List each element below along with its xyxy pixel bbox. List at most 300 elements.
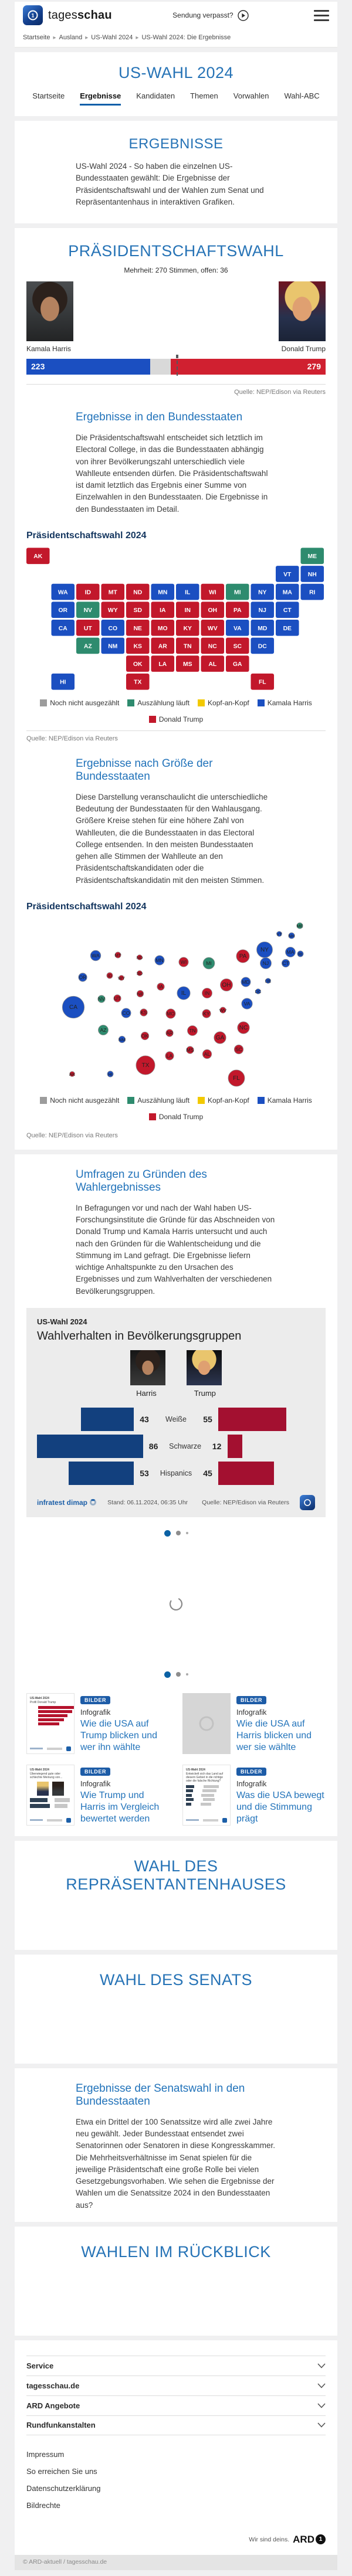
svg-text:NH: NH [288, 933, 295, 939]
bubble-state-IN[interactable] [202, 988, 212, 998]
bubble-state-WY[interactable] [118, 975, 125, 980]
map-state-IA[interactable] [151, 601, 175, 618]
chevron-down-icon [317, 2403, 326, 2408]
play-icon [238, 10, 249, 21]
svg-text:IA: IA [158, 983, 164, 990]
map-state-AK[interactable] [26, 548, 50, 564]
chevron-down-icon [317, 2422, 326, 2428]
trump-thumb-photo [187, 1350, 222, 1385]
ard-brand-row [26, 2534, 326, 2546]
legend-item-counting: Auszählung läuft [127, 1096, 189, 1105]
trump-swatch-icon [149, 716, 156, 723]
map-state-AZ[interactable] [76, 637, 100, 654]
svg-text:AR: AR [158, 643, 167, 650]
map-state-MO[interactable] [151, 620, 175, 636]
brand-wordmark[interactable]: tagesschau [48, 8, 112, 22]
map-state-OR[interactable] [52, 601, 75, 618]
infographic-footer [37, 1495, 315, 1510]
harris-photo [26, 281, 73, 341]
carousel-dot[interactable] [176, 1531, 181, 1535]
breadcrumb-separator: ▸ [85, 35, 89, 41]
svg-text:IL: IL [185, 589, 191, 596]
svg-text:UT: UT [83, 625, 92, 632]
svg-text:MT: MT [108, 589, 117, 596]
intro-text: US-Wahl 2024 - So haben die einzelnen US-Bundesstaaten gewählt: Die Ergebnisse der Präsidentschaftswahl und der Wahlen zum Senat und Repräsentantenhaus in interaktiven Grafiken. [76, 162, 264, 206]
bubble-state-MN[interactable] [155, 956, 164, 965]
teaser-title[interactable]: Wie die USA auf Harris blicken und wer sie wählte [236, 1718, 312, 1752]
svg-text:NE: NE [137, 991, 144, 997]
bubble-source-note: Quelle: NEP/Edison via Reuters [26, 1131, 118, 1139]
map-state-NJ[interactable] [251, 601, 275, 618]
bubble-state-MA[interactable] [286, 947, 296, 957]
footer-accordion-rundfunkanstalten[interactable]: Rundfunkanstalten [26, 2415, 326, 2435]
svg-text:WV: WV [207, 625, 218, 632]
map-state-MD[interactable] [251, 620, 275, 636]
map-state-OK[interactable] [126, 655, 150, 672]
svg-text:TX: TX [141, 1062, 150, 1069]
section-title-rueckblick: WAHLEN IM RÜCKBLICK [81, 2242, 271, 2261]
svg-text:AK: AK [33, 553, 43, 560]
teaser-kicker: Infografik [236, 1708, 267, 1717]
svg-text:DC: DC [258, 643, 267, 650]
harris-thumb-photo [130, 1350, 165, 1385]
svg-text:FL: FL [258, 679, 266, 686]
trump-bar [218, 1462, 274, 1485]
tab-themen[interactable]: Themen [190, 91, 218, 100]
bubble-state-ND[interactable] [137, 954, 143, 960]
svg-text:CA: CA [58, 625, 67, 632]
breadcrumb-item[interactable]: US-Wahl 2024 [91, 34, 133, 41]
bubble-state-AR[interactable] [166, 1029, 173, 1036]
map-state-ID[interactable] [76, 583, 100, 600]
site-header [15, 2, 337, 29]
teaser-thumbnail: US-Wahl 2024 Entwickelt sich das Land auf diesem Gebiet in die richtige oder die falsche Richtung? [182, 1765, 231, 1826]
page-title: US-WAHL 2024 [118, 64, 234, 81]
map-legend [26, 699, 326, 723]
footer-link-datenschutzerkl-rung[interactable]: Datenschutzerklärung [26, 2483, 101, 2493]
bubble-state-PA[interactable] [236, 950, 249, 963]
house-card [15, 1841, 337, 1950]
svg-text:ID: ID [107, 973, 112, 978]
map-state-WA[interactable] [52, 583, 75, 600]
bubble-state-MD[interactable] [241, 977, 251, 987]
carousel-dot[interactable] [186, 1673, 188, 1676]
breadcrumb-item[interactable]: US-Wahl 2024: Die Ergebnisse [141, 34, 231, 41]
svg-text:CO: CO [122, 1010, 130, 1016]
svg-text:PA: PA [239, 953, 247, 960]
legend-item-uncounted: Noch nicht ausgezählt [40, 699, 119, 707]
bubble-state-NM[interactable] [119, 1036, 126, 1042]
svg-text:IL: IL [181, 990, 187, 997]
sendung-verpasst-link[interactable]: Sendung verpasst? [172, 10, 248, 21]
bubble-state-WA[interactable] [90, 950, 101, 961]
candidate-trump [279, 281, 326, 353]
bubble-state-UT[interactable] [114, 995, 121, 1002]
map-state-GA[interactable] [226, 655, 249, 672]
bilder-badge: BILDER [80, 1696, 110, 1704]
bubble-state-ID[interactable] [107, 973, 113, 978]
svg-text:MN: MN [158, 589, 168, 596]
source-note: Quelle: NEP/Edison via Reuters [26, 384, 326, 396]
bubble-state-IL[interactable] [177, 987, 190, 1000]
bubble-state-SC[interactable] [234, 1045, 243, 1053]
legend-item-uncounted: Noch nicht ausgezählt [40, 1096, 119, 1105]
footer-accordion-ard-angebote[interactable]: ARD Angebote [26, 2395, 326, 2415]
bubble-state-MS[interactable] [187, 1046, 194, 1053]
senate-results-heading: Ergebnisse der Senatswahl in den Bundesstaaten [76, 2082, 245, 2108]
bubble-state-GA[interactable] [214, 1032, 226, 1044]
footer-link-bildrechte[interactable]: Bildrechte [26, 2500, 60, 2510]
section-title-repraesentantenhaus: WAHL DES REPRÄSENTANTENHAUSES [66, 1857, 286, 1893]
bubble-state-AK[interactable] [69, 1071, 75, 1076]
bubble-chart-label: Präsidentschaftswahl 2024 [26, 901, 147, 912]
carousel-dot-active[interactable] [164, 1671, 171, 1678]
footer-accordion-tagesschau-de[interactable]: tagesschau.de [26, 2376, 326, 2395]
teaser-thumbnail: US-Wahl 2024 Überwiegend gute oder schlechte Meinung von... [26, 1765, 75, 1826]
page [0, 2, 352, 2576]
svg-text:WA: WA [92, 952, 100, 959]
svg-text:NY: NY [260, 946, 269, 953]
svg-text:VT: VT [283, 571, 292, 578]
bubble-state-NJ[interactable] [260, 957, 272, 968]
bubble-state-VT[interactable] [276, 931, 282, 936]
bubble-state-MI[interactable] [203, 957, 215, 969]
footer-accordions [26, 2356, 326, 2435]
svg-text:WI: WI [180, 959, 187, 965]
svg-text:PA: PA [233, 607, 242, 614]
map-state-FL[interactable] [251, 674, 275, 690]
map-state-AR[interactable] [151, 637, 175, 654]
bubble-state-NH[interactable] [289, 933, 295, 939]
svg-text:DE: DE [265, 978, 272, 984]
map-state-VT[interactable] [276, 566, 299, 582]
states-section-text: Die Präsidentschaftswahl entscheidet sich letztlich im Electoral College, in das die Bundesstaaten abhängig von ihrer Bevölkerungszahl unterschiedlich viele Wahlleute entsenden dürfen. Die Präsidentschaftswahl ist damit letztlich das Ergebnis einer Summe von Einzelwahlen in den Bundesstaaten. Die Ergebnisse in den Bundesstaaten im Detail. [76, 433, 268, 514]
bubble-state-DC[interactable] [255, 988, 262, 994]
svg-text:NH: NH [307, 571, 317, 578]
map-state-RI[interactable] [301, 583, 324, 600]
svg-text:IN: IN [204, 990, 210, 996]
trump-label: Trump [194, 1388, 216, 1398]
svg-text:RI: RI [309, 589, 316, 596]
map-source-note: Quelle: NEP/Edison via Reuters [26, 730, 326, 742]
breadcrumb-item[interactable]: Ausland [59, 34, 83, 41]
bubble-state-NE[interactable] [137, 990, 143, 997]
map-state-NM[interactable] [101, 637, 125, 654]
teaser-kicker: Infografik [236, 1779, 267, 1788]
bubble-state-AL[interactable] [202, 1049, 211, 1058]
map-state-WI[interactable] [201, 583, 225, 600]
demographics-chart [37, 1406, 315, 1487]
bubble-state-RI[interactable] [297, 951, 303, 957]
svg-text:GA: GA [215, 1034, 225, 1041]
map-state-SC[interactable] [226, 637, 249, 654]
svg-text:TN: TN [189, 1027, 196, 1034]
svg-text:HI: HI [108, 1071, 113, 1077]
bubble-state-CA[interactable] [62, 996, 84, 1018]
teaser-grid [26, 1693, 326, 1826]
tossup-swatch-icon [198, 1097, 205, 1104]
svg-text:MS: MS [186, 1046, 194, 1053]
map-state-CO[interactable] [101, 620, 125, 636]
demo-row-Weiße: 43 Weiße 55 [37, 1406, 315, 1433]
svg-text:AL: AL [208, 661, 217, 668]
svg-text:IA: IA [160, 607, 166, 614]
map-state-DE[interactable] [276, 620, 299, 636]
mini-harris-photo [52, 1782, 64, 1796]
svg-text:OK: OK [141, 1032, 149, 1039]
uncounted-swatch-icon [40, 699, 47, 706]
harris-swatch-icon [258, 699, 265, 706]
open-bar-segment [150, 359, 170, 375]
infographic-kicker: US-Wahl 2024 [37, 1317, 87, 1326]
footer-links [26, 2446, 326, 2514]
map-state-ME[interactable] [301, 548, 324, 564]
teaser-title[interactable]: Wie die USA auf Trump blicken und wer ihn wählte [80, 1718, 158, 1752]
legend-item-harris: Kamala Harris [258, 699, 312, 707]
bubble-state-NY[interactable] [257, 942, 273, 957]
harris-bar [69, 1462, 134, 1485]
infographic-photos [37, 1350, 315, 1385]
map-state-SD[interactable] [126, 601, 150, 618]
trump-bar-segment [171, 359, 326, 375]
loading-area [26, 1537, 326, 1671]
svg-text:OR: OR [79, 974, 87, 980]
teaser-kicker: Infografik [80, 1779, 111, 1788]
carousel-dot[interactable] [186, 1532, 188, 1534]
placeholder-globe-icon [198, 1715, 215, 1732]
footer-link-impressum[interactable]: Impressum [26, 2449, 65, 2459]
states-section-heading: Ergebnisse in den Bundesstaaten [76, 411, 243, 423]
svg-text:LA: LA [166, 1052, 173, 1059]
menu-icon[interactable] [314, 10, 329, 21]
map-state-LA[interactable] [151, 655, 175, 672]
retro-card [15, 2227, 337, 2336]
svg-text:SC: SC [233, 643, 242, 650]
teaser-thumbnail [182, 1693, 231, 1754]
polls-card [15, 1154, 337, 1836]
map-state-NE[interactable] [126, 620, 150, 636]
bubble-state-DE[interactable] [265, 978, 271, 983]
bubble-state-ME[interactable] [296, 923, 303, 929]
bubble-state-HI[interactable] [107, 1071, 113, 1077]
footer-link-so-erreichen-sie-uns[interactable]: So erreichen Sie uns [26, 2466, 97, 2476]
bubble-state-AZ[interactable] [99, 1025, 109, 1035]
map-chart-label: Präsidentschaftswahl 2024 [26, 530, 147, 541]
map-state-TX[interactable] [126, 674, 150, 690]
bubble-state-MT[interactable] [115, 952, 121, 958]
svg-text:AZ: AZ [100, 1027, 107, 1033]
section-title-senat: WAHL DES SENATS [99, 1970, 253, 1989]
bubble-state-KY[interactable] [202, 1010, 211, 1018]
svg-text:ME: ME [296, 923, 303, 929]
svg-text:GA: GA [232, 661, 242, 668]
majority-note: Mehrheit: 270 Stimmen, offen: 36 [124, 266, 228, 274]
tab-kandidaten[interactable]: Kandidaten [136, 91, 175, 100]
svg-text:OK: OK [133, 661, 143, 668]
tab-vorwahlen[interactable]: Vorwahlen [233, 91, 269, 100]
bilder-badge: BILDER [80, 1768, 110, 1776]
svg-text:KS: KS [140, 1009, 147, 1015]
map-state-NV[interactable] [76, 601, 100, 618]
svg-text:DE: DE [283, 625, 292, 632]
svg-text:MS: MS [182, 661, 192, 668]
map-state-WV[interactable] [201, 620, 225, 636]
counting-swatch-icon [127, 699, 134, 706]
footer-accordion-service[interactable]: Service [26, 2356, 326, 2376]
map-state-CT[interactable] [276, 601, 299, 618]
loading-spinner-icon [168, 1596, 184, 1612]
tab-startseite[interactable]: Startseite [32, 91, 65, 100]
bubble-state-IA[interactable] [157, 983, 164, 990]
teaser-card[interactable] [26, 1765, 170, 1826]
size-section-text: Diese Darstellung veranschaulicht die unterschiedliche Bedeutung der Bundesstaaten für den Wahlausgang. Größere Kreise stehen für eine höhere Zahl von Wahlleuten, die die Bundesstaaten in das Electoral College entsenden. In den meisten Bundesstaaten gehen alle Stimmen der Wahlleute an den Präsidentschaftskandidaten oder die Präsidentschaftskandidatin mit den meisten Stimmen. [76, 792, 268, 885]
breadcrumb-separator: ▸ [53, 35, 56, 41]
map-state-PA[interactable] [226, 601, 249, 618]
demo-row-Schwarze: 86 Schwarze 12 [37, 1433, 315, 1460]
svg-text:MO: MO [167, 1010, 175, 1017]
svg-text:SD: SD [133, 607, 142, 614]
teaser-card[interactable] [182, 1693, 326, 1754]
svg-text:NV: NV [98, 995, 105, 1002]
provider-ring-icon [90, 1499, 96, 1506]
us-bubble-cartogram [26, 918, 326, 1088]
bubble-state-KS[interactable] [140, 1009, 147, 1016]
bubble-state-WV[interactable] [219, 1007, 226, 1013]
tossup-swatch-icon [198, 699, 205, 706]
us-results-map [26, 547, 326, 691]
polls-heading: Umfragen zu Gründen des Wahlergebnisses [76, 1168, 207, 1194]
svg-text:ND: ND [136, 954, 143, 960]
tagesschau-app-icon [300, 1495, 315, 1510]
map-state-IN[interactable] [176, 601, 199, 618]
tab-wahl-abc[interactable]: Wahl-ABC [284, 91, 320, 100]
carousel-dots-1 [26, 1530, 326, 1537]
svg-text:VT: VT [276, 931, 282, 937]
harris-swatch-icon [258, 1097, 265, 1104]
svg-text:VA: VA [243, 1000, 251, 1007]
svg-text:MD: MD [258, 625, 268, 632]
svg-text:OH: OH [222, 981, 231, 988]
map-state-VA[interactable] [226, 620, 249, 636]
carousel-dot-active[interactable] [164, 1530, 171, 1537]
tab-ergebnisse[interactable]: Ergebnisse [80, 91, 121, 106]
breadcrumb-item[interactable]: Startseite [23, 34, 50, 41]
svg-text:NC: NC [208, 643, 217, 650]
svg-text:CO: CO [108, 625, 118, 632]
map-state-NC[interactable] [201, 637, 225, 654]
bubble-state-WI[interactable] [179, 957, 188, 967]
bubble-state-OK[interactable] [141, 1032, 148, 1039]
map-state-NH[interactable] [301, 566, 324, 582]
harris-bar [81, 1408, 134, 1431]
teaser-card[interactable] [26, 1693, 170, 1754]
bubble-state-NC[interactable] [238, 1022, 249, 1034]
infographic-source: Quelle: NEP/Edison via Reuters [202, 1498, 289, 1506]
chevron-down-icon [317, 2383, 326, 2388]
harris-bar-segment [26, 359, 150, 375]
map-state-UT[interactable] [76, 620, 100, 636]
bilder-badge: BILDER [236, 1696, 266, 1704]
bubble-state-MO[interactable] [166, 1009, 175, 1018]
map-state-MI[interactable] [226, 583, 249, 600]
map-state-MT[interactable] [101, 583, 125, 600]
trump-votes: 279 [307, 362, 321, 371]
bubble-state-CO[interactable] [121, 1008, 131, 1018]
svg-text:SD: SD [136, 970, 143, 976]
svg-text:OR: OR [58, 607, 68, 614]
bubble-state-TN[interactable] [188, 1025, 198, 1035]
bubble-state-OH[interactable] [221, 978, 233, 991]
trump-name: Donald Trump [281, 345, 326, 353]
map-state-WY[interactable] [101, 601, 125, 618]
map-state-ND[interactable] [126, 583, 150, 600]
map-state-NY[interactable] [251, 583, 275, 600]
senate-results-text: Etwa ein Drittel der 100 Senatssitze wird alle zwei Jahre neu gewählt. Jeder Bundesstaat entsendet zwei Senatorinnen oder Senatoren in diese Kongresskammer. Die Mehrheitsverhältnisse im Senat spielen für die jeweilige Präsidentschaft eine große Rolle bei vielen Gesetzgebungsvorhaben. Wie sehen die Ergebnisse der Wahlen um die Senatssitze 2024 in den Bundesstaaten aus? [76, 2117, 275, 2210]
svg-text:NY: NY [258, 589, 267, 596]
bubble-state-NV[interactable] [98, 995, 105, 1002]
harris-name: Kamala Harris [26, 345, 72, 353]
svg-text:HI: HI [60, 679, 66, 686]
trump-photo [279, 281, 326, 341]
bubble-state-FL[interactable] [228, 1070, 245, 1086]
map-state-TN[interactable] [176, 637, 199, 654]
site-footer [15, 2340, 337, 2555]
bubble-state-SD[interactable] [137, 970, 143, 976]
ard-tagline: Wir sind deins. [249, 2536, 290, 2543]
map-state-DC[interactable] [251, 637, 275, 654]
svg-text:MT: MT [114, 952, 121, 958]
svg-text:TX: TX [134, 679, 142, 686]
legend-item-harris: Kamala Harris [258, 1096, 312, 1105]
mini-trump-photo [37, 1782, 49, 1796]
map-state-HI[interactable] [52, 674, 75, 690]
svg-text:NJ: NJ [262, 960, 269, 966]
teaser-title[interactable]: Was die USA bewegt und die Stimmung prägt [236, 1790, 324, 1824]
infographic-candidate-labels [37, 1389, 315, 1398]
carousel-dot[interactable] [176, 1672, 181, 1677]
map-state-KS[interactable] [126, 637, 150, 654]
map-state-OH[interactable] [201, 601, 225, 618]
teaser-title[interactable]: Wie Trump und Harris im Vergleich bewertet werden [80, 1790, 160, 1824]
svg-text:MA: MA [282, 589, 292, 596]
map-state-AL[interactable] [201, 655, 225, 672]
svg-text:DC: DC [255, 988, 262, 994]
map-state-MS[interactable] [176, 655, 199, 672]
map-state-MA[interactable] [276, 583, 299, 600]
map-state-MN[interactable] [151, 583, 175, 600]
map-state-IL[interactable] [176, 583, 199, 600]
svg-text:NJ: NJ [258, 607, 266, 614]
svg-text:KS: KS [133, 643, 142, 650]
svg-text:WV: WV [219, 1007, 227, 1013]
legend-item-counting: Auszählung läuft [127, 699, 189, 707]
bubble-state-TX[interactable] [136, 1056, 155, 1075]
hub-card [15, 52, 337, 116]
svg-text:WA: WA [57, 589, 68, 596]
teaser-card[interactable] [182, 1765, 326, 1826]
ard-logo[interactable]: ARD 1 [293, 2534, 326, 2546]
bubble-state-CT[interactable] [282, 959, 289, 967]
svg-text:ND: ND [133, 589, 143, 596]
bubble-state-VA[interactable] [242, 998, 252, 1009]
bubble-state-LA[interactable] [165, 1052, 174, 1060]
senate-results-card [15, 2068, 337, 2222]
polls-text: In Befragungen vor und nach der Wahl haben US-Forschungsinstitute die Gründe für das Abschneiden von Donald Trump und Kamala Harris untersucht und auch nach den Gründen für die Wahlentscheidung und die Stimmung im Land gefragt. Die Ergebnisse liefern wichtige Anhaltspunkte zu den Ursachen des Ergebnisses und zum Wahlverhalten der verschiedenen Bevölkerungsgruppen. [76, 1203, 275, 1296]
map-state-CA[interactable] [52, 620, 75, 636]
bubble-state-OR[interactable] [79, 973, 87, 981]
tagesschau-logo-icon[interactable] [23, 5, 43, 25]
map-state-KY[interactable] [176, 620, 199, 636]
